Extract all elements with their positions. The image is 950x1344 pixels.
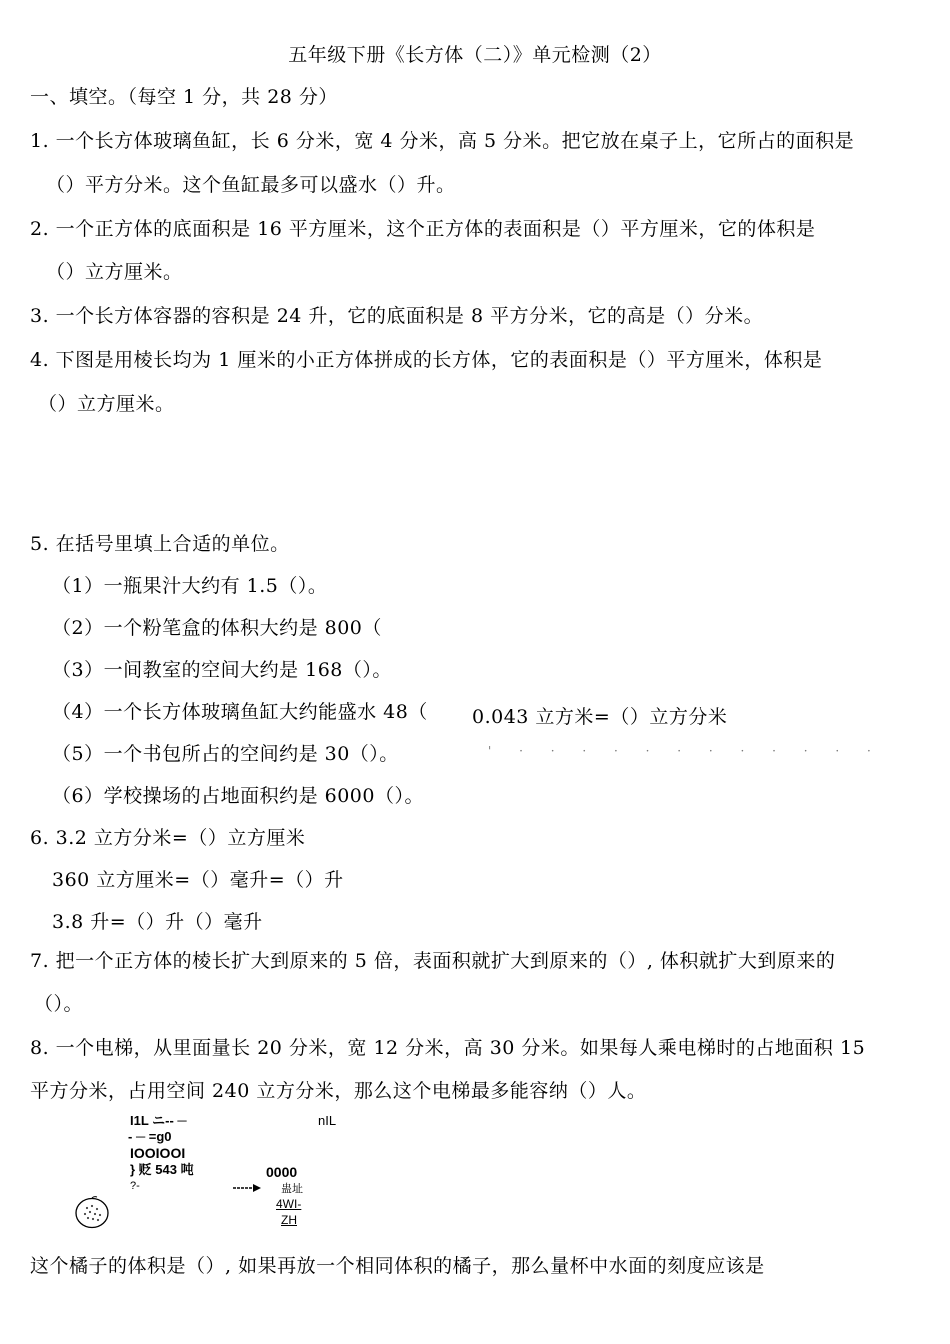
question-2-line-1: 2. 一个正方体的底面积是 16 平方厘米，这个正方体的表面积是（）平方厘米，它的体积是 (30, 218, 816, 240)
orange-icon (74, 1196, 110, 1230)
question-5-item: （3）一间教室的空间大约是 168（）。 (52, 659, 392, 681)
overlay-conversion-note: 0.043 立方米=（）立方分米 (472, 706, 728, 728)
figure-fragment: 4WI- (276, 1197, 302, 1211)
arrow-right-icon (232, 1182, 262, 1194)
question-7-line-1: 7. 把一个正方体的棱长扩大到原来的 5 倍，表面积就扩大到原来的（）, 体积就扩大到原来的 (30, 950, 836, 972)
question-2-line-2: （）立方厘米。 (46, 261, 183, 283)
question-4-line-2: （）立方厘米。 (38, 393, 175, 415)
question-8-line-2: 平方分米，占用空间 240 立方分米，那么这个电梯最多能容纳（）人。 (30, 1080, 647, 1102)
figure-fragment: 0000 (266, 1164, 298, 1180)
question-6-line-3: 3.8 升=（）升（）毫升 (52, 911, 263, 933)
question-4-line-1: 4. 下图是用棱长均为 1 厘米的小正方体拼成的长方体，它的表面积是（）平方厘米，体积是 (30, 349, 823, 371)
figure-fragment: } 贬 543 吨 (130, 1162, 194, 1177)
question-5-item: （6）学校操场的占地面积约是 6000（）。 (52, 785, 424, 807)
figure-fragment: nIL (318, 1113, 337, 1128)
question-5-intro: 5. 在括号里填上合适的单位。 (30, 533, 290, 555)
question-5-item: （5）一个书包所占的空间约是 30（）。 (52, 743, 399, 765)
figure-fragment: ?- (130, 1180, 140, 1192)
question-6-line-1: 6. 3.2 立方分米=（）立方厘米 (30, 827, 306, 849)
question-5-item: （1）一瓶果汁大约有 1.5（）。 (52, 575, 328, 597)
question-1-line-1: 1. 一个长方体玻璃鱼缸，长 6 分米，宽 4 分米，高 5 分米。把它放在桌子上，它所占的面积是 (30, 130, 855, 152)
figure-fragment: IOOIOOI (130, 1145, 186, 1161)
question-5-item: （2）一个粉笔盒的体积大约是 800（ (52, 617, 382, 639)
page-title: 五年级下册《长方体（二）》单元检测（2） (288, 44, 662, 66)
question-5-item: （4）一个长方体玻璃鱼缸大约能盛水 48（ (52, 701, 428, 723)
question-9-line-1: 这个橘子的体积是（）, 如果再放一个相同体积的橘子，那么量杯中水面的刻度应该是 (30, 1255, 765, 1277)
figure-fragment: I1L ニ-- ─ (130, 1113, 187, 1128)
question-7-line-2: （）。 (34, 993, 84, 1015)
section-heading: 一、填空。（每空 1 分，共 28 分） (30, 86, 338, 108)
figure-fragment: - ─ =g0 (128, 1129, 172, 1144)
figure-fragment: ZH (281, 1213, 297, 1227)
figure-fragment: 蛊址 (281, 1183, 303, 1195)
question-6-line-2: 360 立方厘米=（）毫升=（）升 (52, 869, 344, 891)
question-8-line-1: 8. 一个电梯，从里面量长 20 分米，宽 12 分米，高 30 分米。如果每人乘电梯时的占地面积 15 (30, 1037, 866, 1059)
question-3-line-1: 3. 一个长方体容器的容积是 24 升，它的底面积是 8 平方分米，它的高是（）分米。 (30, 305, 764, 327)
question-1-line-2: （）平方分米。这个鱼缸最多可以盛水（）升。 (46, 174, 456, 196)
overlay-garbled-text: ' · · · · · · · · · · · · (488, 744, 883, 758)
